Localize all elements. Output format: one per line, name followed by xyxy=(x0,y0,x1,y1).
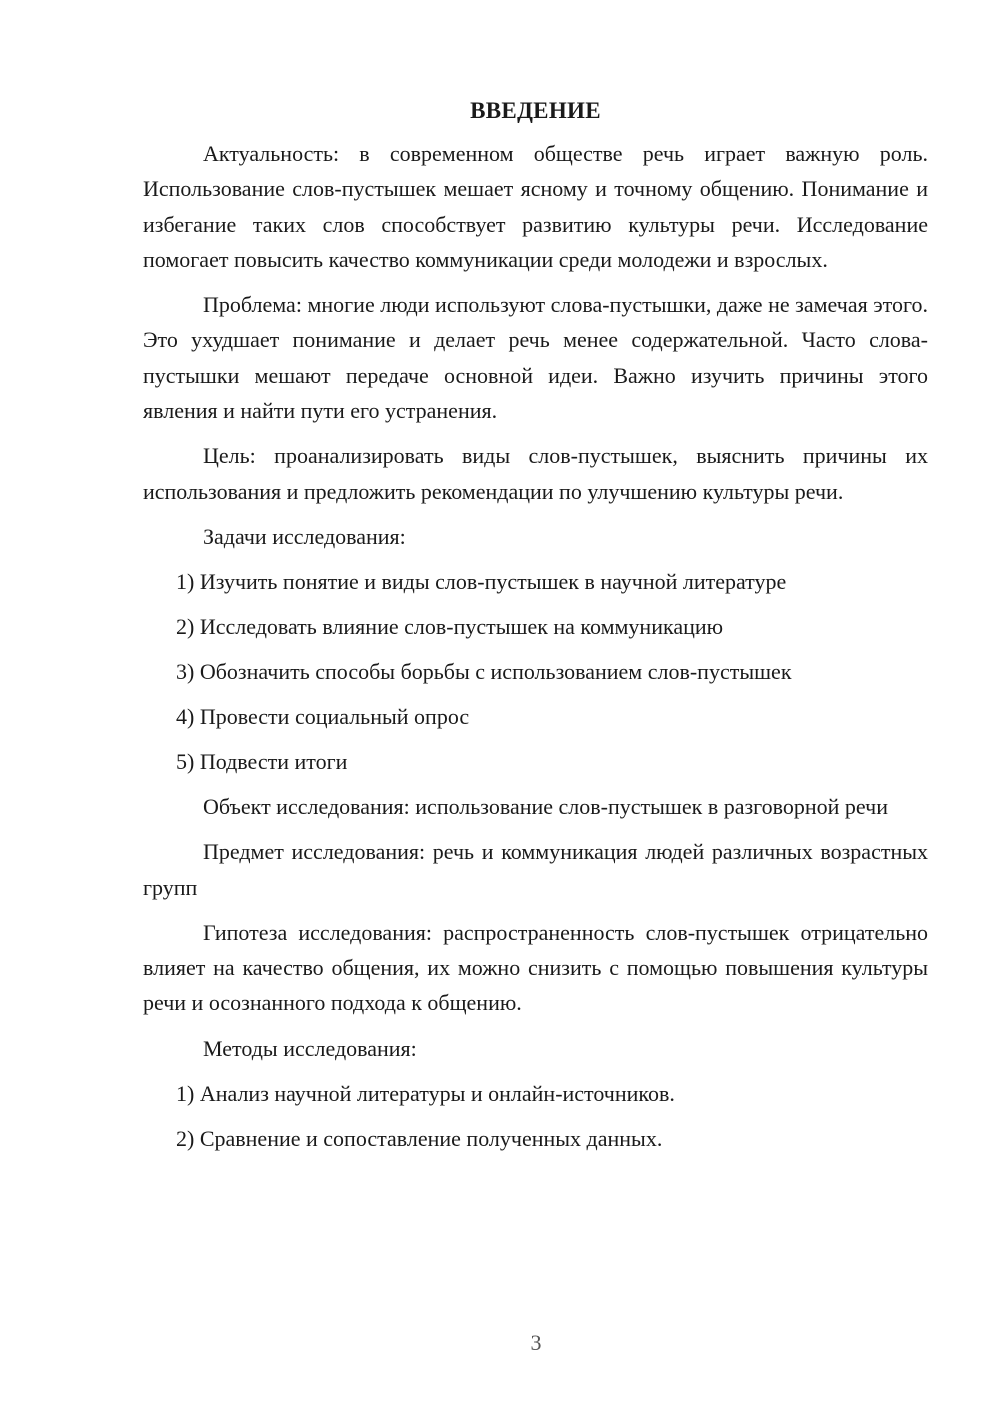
list-item-method-2: 2) Сравнение и сопоставление полученных данных. xyxy=(176,1125,663,1151)
list-item-task-5: 5) Подвести итоги xyxy=(176,748,348,774)
list-item-task-3: 3) Обозначить способы борьбы с использованием слов-пустышек xyxy=(176,658,792,684)
list-item-task-2: 2) Исследовать влияние слов-пустышек на коммуникацию xyxy=(176,613,724,639)
methods-heading: Методы исследования: xyxy=(203,1035,417,1061)
paragraph-subject: Предмет исследования: речь и коммуникация людей различных возрастных групп xyxy=(143,839,928,900)
page-number: 3 xyxy=(530,1330,542,1355)
list-item-task-4: 4) Провести социальный опрос xyxy=(176,703,470,729)
list-item-method-1: 1) Анализ научной литературы и онлайн-источников. xyxy=(176,1080,675,1106)
list-item-task-1: 1) Изучить понятие и виды слов-пустышек в научной литературе xyxy=(176,568,787,594)
page-title: ВВЕДЕНИЕ xyxy=(470,98,601,123)
paragraph-problem: Проблема: многие люди используют слова-пустышки, даже не замечая этого. Это ухудшает понимание и делает речь менее содержательной. Часто слова-пустышки мешают передаче основной идеи. Важно изучить причины этого явления и найти пути его устранения. xyxy=(143,292,928,424)
tasks-list xyxy=(143,564,928,779)
paragraph-object: Объект исследования: использование слов-пустышек в разговорной речи xyxy=(203,793,888,819)
tasks-heading: Задачи исследования: xyxy=(203,523,406,549)
paragraph-hypothesis: Гипотеза исследования: распространенность слов-пустышек отрицательно влияет на качество общения, их можно снизить с помощью повышения культуры речи и осознанного подхода к общению. xyxy=(143,919,928,1016)
paragraph-relevance: Актуальность: в современном обществе речь играет важную роль. Использование слов-пустышек мешает ясному и точному общению. Понимание и избегание таких слов способствует развитию культуры речи. Исследование помогает повысить качество коммуникации среди молодежи и взрослых. xyxy=(143,141,928,272)
methods-list xyxy=(143,1076,928,1156)
paragraph-goal: Цель: проанализировать виды слов-пустышек, выяснить причины их использования и предложить рекомендации по улучшению культуры речи. xyxy=(143,443,928,504)
document-page xyxy=(143,94,928,1166)
